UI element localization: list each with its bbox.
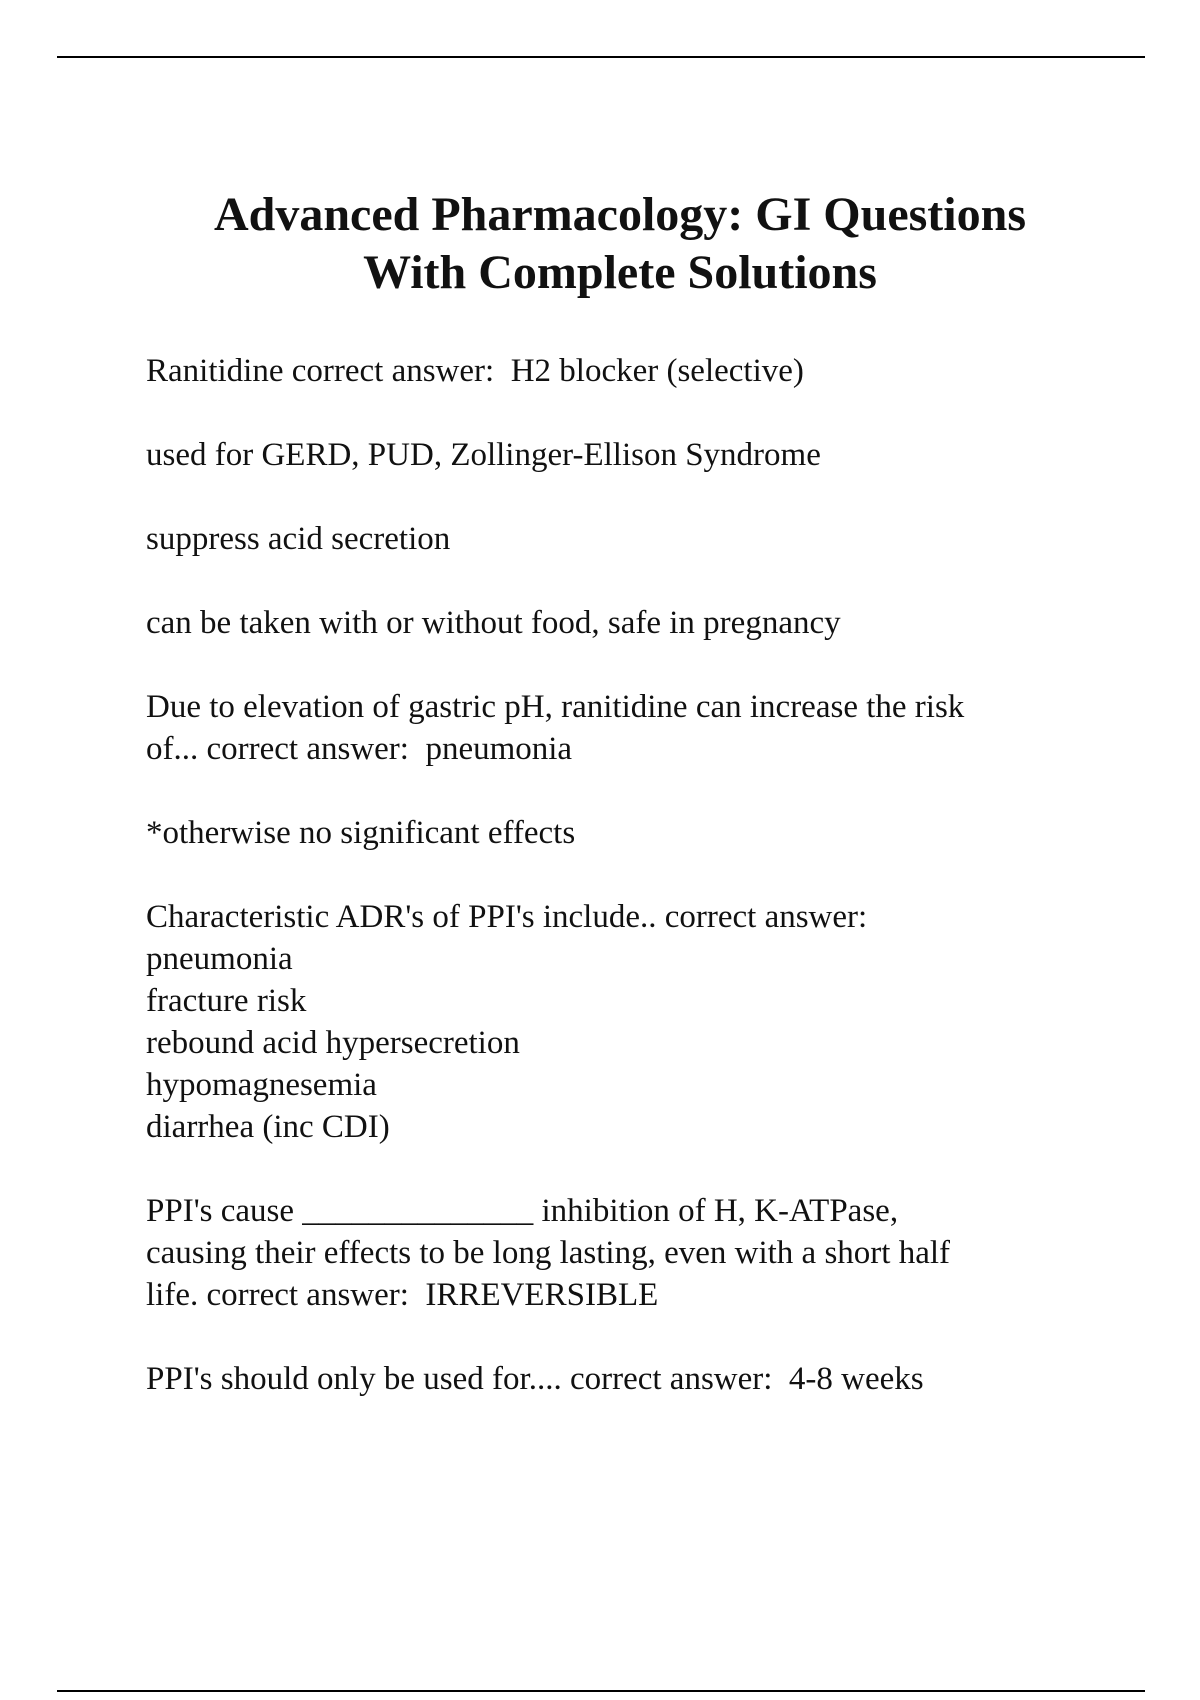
text-line: Characteristic ADR's of PPI's include.. correct answer: [146,899,868,935]
text-line: Ranitidine correct answer: H2 blocker (selective) [146,353,804,389]
text-line: used for GERD, PUD, Zollinger-Ellison Syndrome [146,437,821,473]
footer-rule [57,1690,1145,1692]
title-line-2: With Complete Solutions [363,246,877,299]
title-line-1: Advanced Pharmacology: GI Questions [213,188,1026,241]
text-line: Due to elevation of gastric pH, ranitidine can increase the risk [146,689,965,725]
text-line: PPI's should only be used for.... correct answer: 4-8 weeks [146,1361,924,1397]
text-line: of... correct answer: pneumonia [146,731,573,767]
paragraph-uses [146,434,1106,476]
paragraph-otherwise [146,812,1106,854]
text-line: causing their effects to be long lasting, even with a short half [146,1235,951,1271]
paragraph-food [146,602,1106,644]
document-body [146,350,1106,1442]
text-line: rebound acid hypersecretion [146,1025,520,1061]
paragraph-acid [146,518,1106,560]
text-line: *otherwise no significant effects [146,815,576,851]
header-rule [57,56,1145,58]
paragraph-ppi-adrs [146,896,1106,1148]
text-line: suppress acid secretion [146,521,451,557]
document-title [120,186,1120,302]
text-line: diarrhea (inc CDI) [146,1109,390,1145]
paragraph-ppi-irreversible [146,1190,1106,1316]
paragraph-ppi-duration [146,1358,1106,1400]
text-line: can be taken with or without food, safe in pregnancy [146,605,841,641]
text-line: life. correct answer: IRREVERSIBLE [146,1277,659,1313]
text-line: fracture risk [146,983,307,1019]
paragraph-gastric-ph [146,686,1106,770]
text-line: hypomagnesemia [146,1067,377,1103]
text-line: PPI's cause ______________ inhibition of H, K-ATPase, [146,1193,899,1229]
text-line: pneumonia [146,941,293,977]
paragraph-ranitidine [146,350,1106,392]
